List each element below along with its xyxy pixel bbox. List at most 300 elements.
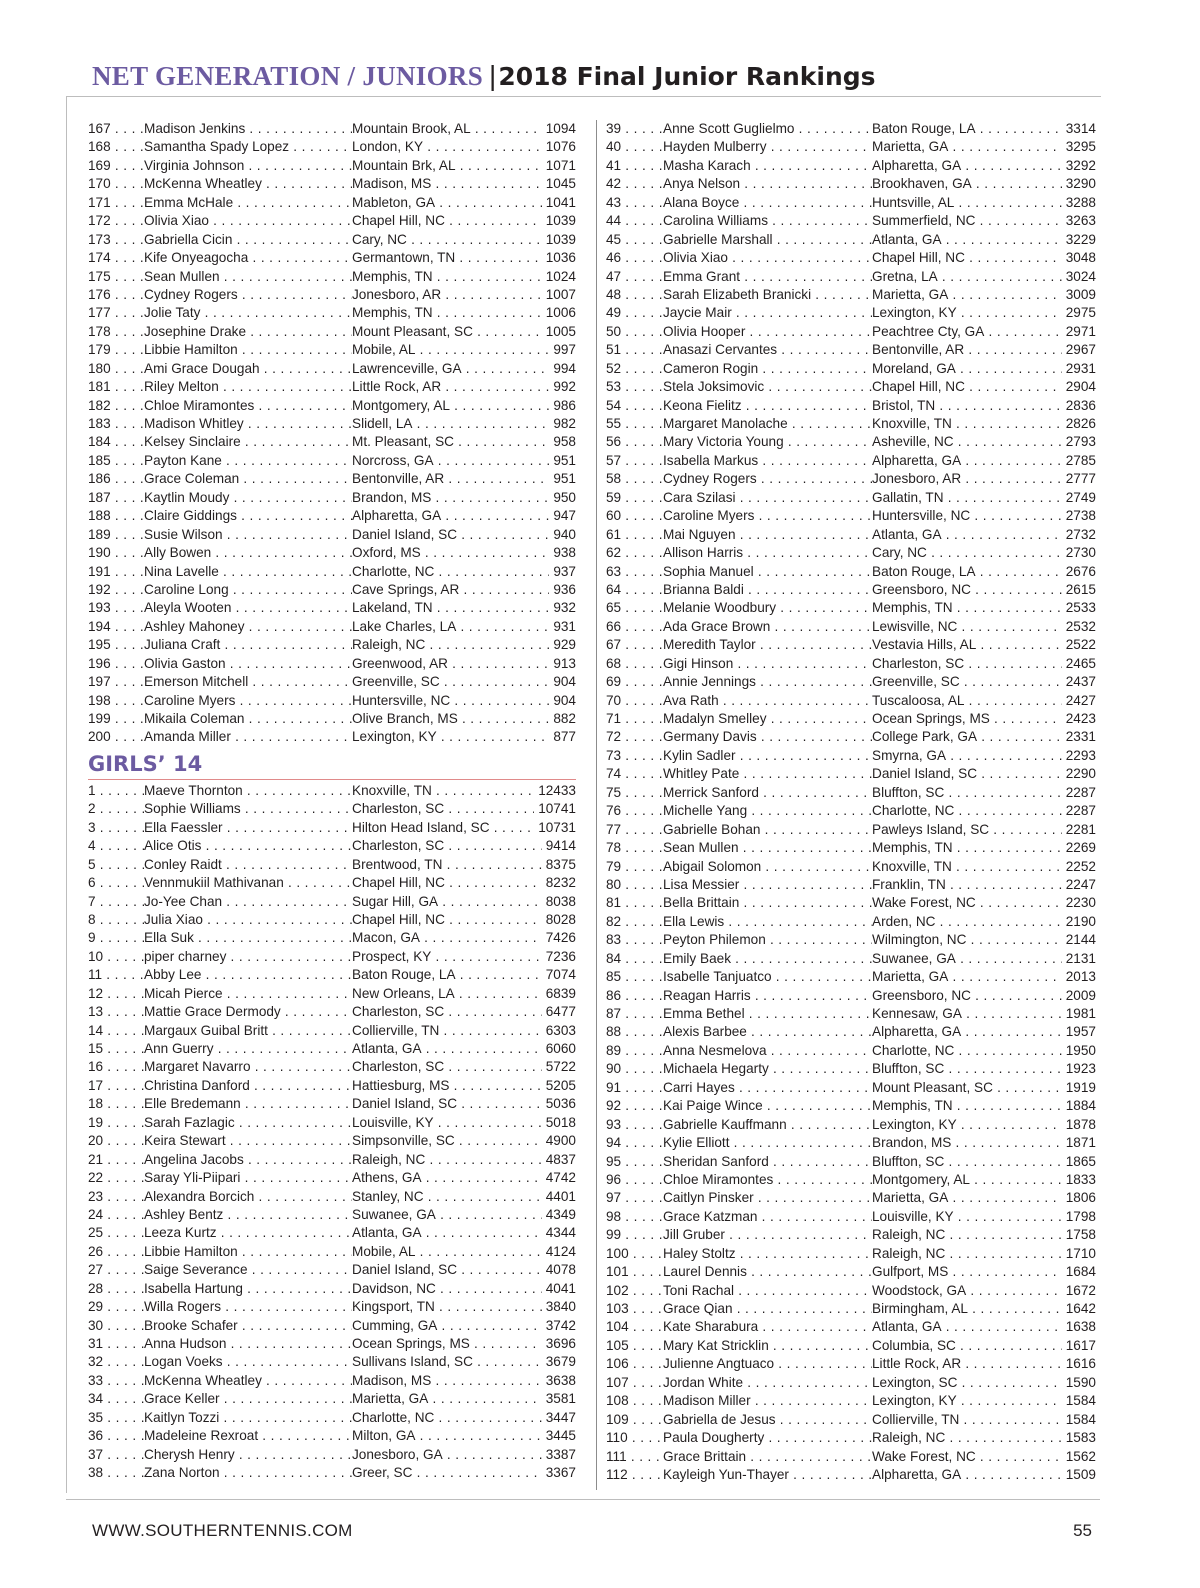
- player-name: Brianna Baldi . . .: [663, 581, 872, 599]
- player-name: Margaux Guibal Britt . . .: [144, 1022, 352, 1040]
- points: 2836: [1062, 397, 1096, 415]
- points: 2533: [1062, 599, 1096, 617]
- player-name: Sean Mullen . . .: [663, 839, 872, 857]
- player-name: Alice Otis . . .: [144, 837, 352, 855]
- player-name: Paula Dougherty . . .: [663, 1429, 872, 1447]
- hometown: Jonesboro, AR . . .: [872, 470, 1070, 488]
- rank: 173 . . .: [88, 231, 144, 249]
- hometown: Raleigh, NC . . .: [352, 1151, 552, 1169]
- hometown: Greensboro, NC . . .: [872, 987, 1070, 1005]
- hometown: Charlotte, NC . . .: [872, 802, 1070, 820]
- ranking-row: [88, 175, 576, 193]
- ranking-row: [606, 1116, 1096, 1134]
- hometown: Cary, NC . . .: [872, 544, 1070, 562]
- player-name: Ava Rath . . .: [663, 692, 872, 710]
- hometown: Brandon, MS . . .: [872, 1134, 1070, 1152]
- rank: 57 . . .: [606, 452, 663, 470]
- player-name: Claire Giddings . . .: [144, 507, 352, 525]
- page-title: 2018 Final Junior Rankings: [498, 62, 876, 91]
- points: 8375: [542, 856, 576, 874]
- player-name: Gabrielle Marshall . . .: [663, 231, 872, 249]
- ranking-row: [606, 415, 1096, 433]
- hometown: Pawleys Island, SC . . .: [872, 821, 1070, 839]
- points: 2730: [1062, 544, 1096, 562]
- player-name: Sarah Elizabeth Branicki . . .: [663, 286, 872, 304]
- rank: 80 . . .: [606, 876, 663, 894]
- ranking-row: [606, 839, 1096, 857]
- ranking-row: [88, 874, 576, 892]
- rank: 70 . . .: [606, 692, 663, 710]
- rank: 107 . . .: [606, 1374, 663, 1392]
- points: 1878: [1062, 1116, 1096, 1134]
- rank: 97 . . .: [606, 1189, 663, 1207]
- hometown: Bentonville, AR . . .: [352, 470, 552, 488]
- player-name: Kife Onyeagocha . . .: [144, 249, 352, 267]
- points: 947: [549, 507, 576, 525]
- ranking-row: [88, 323, 576, 341]
- points: 6060: [542, 1040, 576, 1058]
- player-name: Caroline Myers . . .: [144, 692, 352, 710]
- player-name: Jordan White . . .: [663, 1374, 872, 1392]
- points: 4041: [542, 1280, 576, 1298]
- ranking-row: [606, 581, 1096, 599]
- rank: 195 . . .: [88, 636, 144, 654]
- points: 986: [549, 397, 576, 415]
- ranking-row: [606, 1448, 1096, 1466]
- ranking-row: [606, 563, 1096, 581]
- ranking-row: [606, 304, 1096, 322]
- points: 1094: [542, 120, 576, 138]
- ranking-row: [88, 1372, 576, 1390]
- ranking-row: [88, 544, 576, 562]
- player-name: Isabelle Tanjuatco . . .: [663, 968, 872, 986]
- rank: 112 . . .: [606, 1466, 663, 1484]
- ranking-row: [606, 1226, 1096, 1244]
- ranking-row: [88, 966, 576, 984]
- hometown: Atlanta, GA . . .: [872, 231, 1070, 249]
- ranking-row: [88, 893, 576, 911]
- player-name: Mikaila Coleman . . .: [144, 710, 352, 728]
- ranking-row: [88, 563, 576, 581]
- rank: 32 . . .: [88, 1353, 144, 1371]
- ranking-row: [606, 175, 1096, 193]
- player-name: Sarah Fazlagic . . .: [144, 1114, 352, 1132]
- ranking-row: [88, 378, 576, 396]
- hometown: Chapel Hill, NC . . .: [872, 378, 1070, 396]
- points: 7236: [542, 948, 576, 966]
- ranking-row: [606, 194, 1096, 212]
- ranking-row: [88, 452, 576, 470]
- rank: 4 . . .: [88, 837, 144, 855]
- ranking-row: [606, 231, 1096, 249]
- points: 3696: [542, 1335, 576, 1353]
- points: 1981: [1062, 1005, 1096, 1023]
- points: 1684: [1062, 1263, 1096, 1281]
- player-name: Emily Baek . . .: [663, 950, 872, 968]
- hometown: Memphis, TN . . .: [352, 304, 552, 322]
- page-header: [92, 60, 876, 92]
- player-name: Isabella Hartung . . .: [144, 1280, 352, 1298]
- ranking-row: [606, 673, 1096, 691]
- rank: 15 . . .: [88, 1040, 144, 1058]
- ranking-row: [606, 950, 1096, 968]
- ranking-row: [88, 636, 576, 654]
- ranking-row: [88, 1464, 576, 1482]
- points: 950: [549, 489, 576, 507]
- player-name: Madalyn Smelley . . .: [663, 710, 872, 728]
- player-name: Samantha Spady Lopez . . .: [144, 138, 352, 156]
- player-name: Madison Miller . . .: [663, 1392, 872, 1410]
- player-name: Carolina Williams . . .: [663, 212, 872, 230]
- player-name: Gigi Hinson . . .: [663, 655, 872, 673]
- points: 2247: [1062, 876, 1096, 894]
- player-name: Logan Voeks . . .: [144, 1353, 352, 1371]
- points: 3840: [542, 1298, 576, 1316]
- ranking-row: [606, 1355, 1096, 1373]
- points: 9414: [542, 837, 576, 855]
- player-name: Emma McHale . . .: [144, 194, 352, 212]
- rank: 109 . . .: [606, 1411, 663, 1429]
- rank: 183 . . .: [88, 415, 144, 433]
- player-name: Ada Grace Brown . . .: [663, 618, 872, 636]
- ranking-row: [606, 1282, 1096, 1300]
- points: 940: [549, 526, 576, 544]
- rank: 9 . . .: [88, 929, 144, 947]
- hometown: Huntersville, NC . . .: [872, 507, 1070, 525]
- points: 2423: [1062, 710, 1096, 728]
- hometown: Atlanta, GA . . .: [352, 1224, 552, 1242]
- ranking-row: [606, 599, 1096, 617]
- player-name: Kylin Sadler . . .: [663, 747, 872, 765]
- ranking-row: [606, 1245, 1096, 1263]
- hometown: Brentwood, TN . . .: [352, 856, 552, 874]
- rank: 20 . . .: [88, 1132, 144, 1150]
- hometown: Cave Springs, AR . . .: [352, 581, 552, 599]
- points: 1039: [542, 212, 576, 230]
- hometown: Lewisville, NC . . .: [872, 618, 1070, 636]
- player-name: Meredith Taylor . . .: [663, 636, 872, 654]
- hometown: Bluffton, SC . . .: [872, 1153, 1070, 1171]
- player-name: Michaela Hegarty . . .: [663, 1060, 872, 1078]
- player-name: Gabrielle Bohan . . .: [663, 821, 872, 839]
- ranking-row: [88, 341, 576, 359]
- player-name: Grace Keller . . .: [144, 1390, 352, 1408]
- rank: 58 . . .: [606, 470, 663, 488]
- points: 2144: [1062, 931, 1096, 949]
- hometown: Kennesaw, GA . . .: [872, 1005, 1070, 1023]
- player-name: Germany Davis . . .: [663, 728, 872, 746]
- rank: 54 . . .: [606, 397, 663, 415]
- player-name: Olivia Xiao . . .: [144, 212, 352, 230]
- left-column: [88, 120, 576, 1483]
- player-name: Ally Bowen . . .: [144, 544, 352, 562]
- ranking-row: [606, 157, 1096, 175]
- hometown: Charleston, SC . . .: [872, 655, 1070, 673]
- player-name: Olivia Hooper . . .: [663, 323, 872, 341]
- footer-url: WWW.SOUTHERNTENNIS.COM: [92, 1521, 353, 1540]
- ranking-row: [88, 728, 576, 746]
- points: 951: [549, 452, 576, 470]
- rank: 75 . . .: [606, 784, 663, 802]
- hometown: Tuscaloosa, AL . . .: [872, 692, 1070, 710]
- player-name: Alana Boyce . . .: [663, 194, 872, 212]
- ranking-row: [88, 911, 576, 929]
- ranking-row: [606, 120, 1096, 138]
- rank: 67 . . .: [606, 636, 663, 654]
- player-name: Abby Lee . . .: [144, 966, 352, 984]
- points: 958: [549, 433, 576, 451]
- rank: 34 . . .: [88, 1390, 144, 1408]
- points: 2777: [1062, 470, 1096, 488]
- hometown: Alpharetta, GA . . .: [872, 1023, 1070, 1041]
- rank: 95 . . .: [606, 1153, 663, 1171]
- hometown: Greenville, SC . . .: [352, 673, 552, 691]
- rank: 77 . . .: [606, 821, 663, 839]
- player-name: Angelina Jacobs . . .: [144, 1151, 352, 1169]
- rank: 10 . . .: [88, 948, 144, 966]
- hometown: Knoxville, TN . . .: [352, 782, 552, 800]
- hometown: Marietta, GA . . .: [872, 1189, 1070, 1207]
- player-name: Jill Gruber . . .: [663, 1226, 872, 1244]
- points: 877: [549, 728, 576, 746]
- points: 2931: [1062, 360, 1096, 378]
- hometown: Mountain Brook, AL . . .: [352, 120, 552, 138]
- rank: 49 . . .: [606, 304, 663, 322]
- page-number: 55: [1073, 1521, 1092, 1540]
- rank: 194 . . .: [88, 618, 144, 636]
- hometown: Charleston, SC . . .: [352, 1058, 552, 1076]
- rank: 110 . . .: [606, 1429, 663, 1447]
- rank: 45 . . .: [606, 231, 663, 249]
- points: 6839: [542, 985, 576, 1003]
- ranking-row: [88, 1335, 576, 1353]
- rank: 180 . . .: [88, 360, 144, 378]
- rank: 69 . . .: [606, 673, 663, 691]
- rank: 29 . . .: [88, 1298, 144, 1316]
- player-name: Carri Hayes . . .: [663, 1079, 872, 1097]
- hometown: Prospect, KY . . .: [352, 948, 552, 966]
- ranking-row: [606, 1374, 1096, 1392]
- hometown: Germantown, TN . . .: [352, 249, 552, 267]
- rank: 71 . . .: [606, 710, 663, 728]
- hometown: Charleston, SC . . .: [352, 1003, 552, 1021]
- ranking-row: [606, 1208, 1096, 1226]
- section-heading-rule: [88, 779, 576, 780]
- points: 5018: [542, 1114, 576, 1132]
- points: 882: [549, 710, 576, 728]
- ranking-row: [606, 249, 1096, 267]
- rank: 48 . . .: [606, 286, 663, 304]
- player-name: Ashley Bentz . . .: [144, 1206, 352, 1224]
- ranking-row: [606, 323, 1096, 341]
- hometown: Mableton, GA . . .: [352, 194, 552, 212]
- points: 3387: [542, 1446, 576, 1464]
- hometown: Cary, NC . . .: [352, 231, 552, 249]
- player-name: Zana Norton . . .: [144, 1464, 352, 1482]
- ranking-row: [88, 489, 576, 507]
- ranking-row: [88, 1224, 576, 1242]
- hometown: Daniel Island, SC . . .: [352, 1095, 552, 1113]
- rank: 35 . . .: [88, 1409, 144, 1427]
- points: 1758: [1062, 1226, 1096, 1244]
- points: 982: [549, 415, 576, 433]
- ranking-row: [88, 1003, 576, 1021]
- hometown: Slidell, LA . . .: [352, 415, 552, 433]
- ranking-row: [88, 1243, 576, 1261]
- ranking-row: [606, 1097, 1096, 1115]
- ranking-row: [88, 782, 576, 800]
- rank: 59 . . .: [606, 489, 663, 507]
- rank: 27 . . .: [88, 1261, 144, 1279]
- ranking-row: [606, 784, 1096, 802]
- ranking-row: [88, 1040, 576, 1058]
- hometown: Suwanee, GA . . .: [872, 950, 1070, 968]
- points: 1024: [542, 268, 576, 286]
- ranking-row: [88, 1077, 576, 1095]
- points: 2522: [1062, 636, 1096, 654]
- player-name: Emma Bethel . . .: [663, 1005, 872, 1023]
- player-name: Mary Victoria Young . . .: [663, 433, 872, 451]
- player-name: Saray Yli-Piipari . . .: [144, 1169, 352, 1187]
- rank: 188 . . .: [88, 507, 144, 525]
- points: 2281: [1062, 821, 1096, 839]
- points: 12433: [534, 782, 576, 800]
- points: 4344: [542, 1224, 576, 1242]
- hometown: Little Rock, AR . . .: [872, 1355, 1070, 1373]
- player-name: Olivia Xiao . . .: [663, 249, 872, 267]
- points: 2009: [1062, 987, 1096, 1005]
- hometown: Marietta, GA . . .: [872, 286, 1070, 304]
- hometown: Baton Rouge, LA . . .: [872, 563, 1070, 581]
- player-name: Keona Fielitz . . .: [663, 397, 872, 415]
- hometown: Moreland, GA . . .: [872, 360, 1070, 378]
- rank: 44 . . .: [606, 212, 663, 230]
- rank: 16 . . .: [88, 1058, 144, 1076]
- ranking-row: [606, 1079, 1096, 1097]
- points: 1642: [1062, 1300, 1096, 1318]
- player-name: Cydney Rogers . . .: [663, 470, 872, 488]
- rank: 101 . . .: [606, 1263, 663, 1281]
- points: 2190: [1062, 913, 1096, 931]
- player-name: Vennmukiil Mathivanan . . .: [144, 874, 352, 892]
- player-name: Abigail Solomon . . .: [663, 858, 872, 876]
- rank: 63 . . .: [606, 563, 663, 581]
- ranking-row: [88, 212, 576, 230]
- rank: 171 . . .: [88, 194, 144, 212]
- player-name: Maeve Thornton . . .: [144, 782, 352, 800]
- hometown: Charlotte, NC . . .: [872, 1042, 1070, 1060]
- hometown: Lake Charles, LA . . .: [352, 618, 552, 636]
- points: 951: [549, 470, 576, 488]
- ranking-row: [88, 249, 576, 267]
- ranking-row: [606, 1411, 1096, 1429]
- points: 931: [549, 618, 576, 636]
- hometown: Lexington, KY . . .: [872, 304, 1070, 322]
- rank: 193 . . .: [88, 599, 144, 617]
- hometown: Suwanee, GA . . .: [352, 1206, 552, 1224]
- rank: 170 . . .: [88, 175, 144, 193]
- ranking-row: [606, 655, 1096, 673]
- hometown: Huntersville, NC . . .: [352, 692, 552, 710]
- hometown: Peachtree Cty, GA . . .: [872, 323, 1070, 341]
- points: 2749: [1062, 489, 1096, 507]
- rank: 197 . . .: [88, 673, 144, 691]
- rank: 7 . . .: [88, 893, 144, 911]
- ranking-row: [88, 157, 576, 175]
- player-name: Josephine Drake . . .: [144, 323, 352, 341]
- points: 2793: [1062, 433, 1096, 451]
- ranking-row: [606, 987, 1096, 1005]
- rank: 174 . . .: [88, 249, 144, 267]
- points: 5036: [542, 1095, 576, 1113]
- player-name: Emerson Mitchell . . .: [144, 673, 352, 691]
- rank: 33 . . .: [88, 1372, 144, 1390]
- player-name: Madison Whitley . . .: [144, 415, 352, 433]
- hometown: Greenwood, AR . . .: [352, 655, 552, 673]
- player-name: Mary Kat Stricklin . . .: [663, 1337, 872, 1355]
- player-name: Merrick Sanford . . .: [663, 784, 872, 802]
- rank: 187 . . .: [88, 489, 144, 507]
- player-name: Kate Sharabura . . .: [663, 1318, 872, 1336]
- ranking-row: [88, 985, 576, 1003]
- rank: 72 . . .: [606, 728, 663, 746]
- hometown: Bluffton, SC . . .: [872, 784, 1070, 802]
- rank: 106 . . .: [606, 1355, 663, 1373]
- ranking-row: [88, 948, 576, 966]
- points: 5205: [542, 1077, 576, 1095]
- ranking-row: [88, 1132, 576, 1150]
- rank: 56 . . .: [606, 433, 663, 451]
- hometown: Daniel Island, SC . . .: [352, 1261, 552, 1279]
- rankings-list-continued: [88, 120, 576, 747]
- ranking-row: [88, 1151, 576, 1169]
- player-name: Caitlyn Pinsker . . .: [663, 1189, 872, 1207]
- rank: 28 . . .: [88, 1280, 144, 1298]
- rank: 30 . . .: [88, 1317, 144, 1335]
- rank: 1 . . .: [88, 782, 144, 800]
- points: 1833: [1062, 1171, 1096, 1189]
- hometown: Mountain Brk, AL . . .: [352, 157, 552, 175]
- ranking-row: [88, 599, 576, 617]
- rankings-list-girls-14-continued: [606, 120, 1096, 1484]
- ranking-row: [88, 120, 576, 138]
- rank: 198 . . .: [88, 692, 144, 710]
- player-name: Cherysh Henry . . .: [144, 1446, 352, 1464]
- hometown: Atlanta, GA . . .: [872, 526, 1070, 544]
- section-heading-text: GIRLS’ 14: [88, 751, 203, 776]
- rank: 191 . . .: [88, 563, 144, 581]
- points: 913: [549, 655, 576, 673]
- player-name: Alexandra Borcich . . .: [144, 1188, 352, 1206]
- points: 1562: [1062, 1448, 1096, 1466]
- hometown: Chapel Hill, NC . . .: [352, 212, 552, 230]
- rank: 12 . . .: [88, 985, 144, 1003]
- hometown: Atlanta, GA . . .: [872, 1318, 1070, 1336]
- player-name: Chloe Miramontes . . .: [663, 1171, 872, 1189]
- points: 4837: [542, 1151, 576, 1169]
- points: 1509: [1062, 1466, 1096, 1484]
- points: 1071: [542, 157, 576, 175]
- hometown: Memphis, TN . . .: [872, 839, 1070, 857]
- player-name: Ella Faessler . . .: [144, 819, 352, 837]
- ranking-row: [88, 397, 576, 415]
- rank: 104 . . .: [606, 1318, 663, 1336]
- rank: 38 . . .: [88, 1464, 144, 1482]
- player-name: Ella Suk . . .: [144, 929, 352, 947]
- player-name: Jolie Taty . . .: [144, 304, 352, 322]
- ranking-row: [88, 507, 576, 525]
- points: 3292: [1062, 157, 1096, 175]
